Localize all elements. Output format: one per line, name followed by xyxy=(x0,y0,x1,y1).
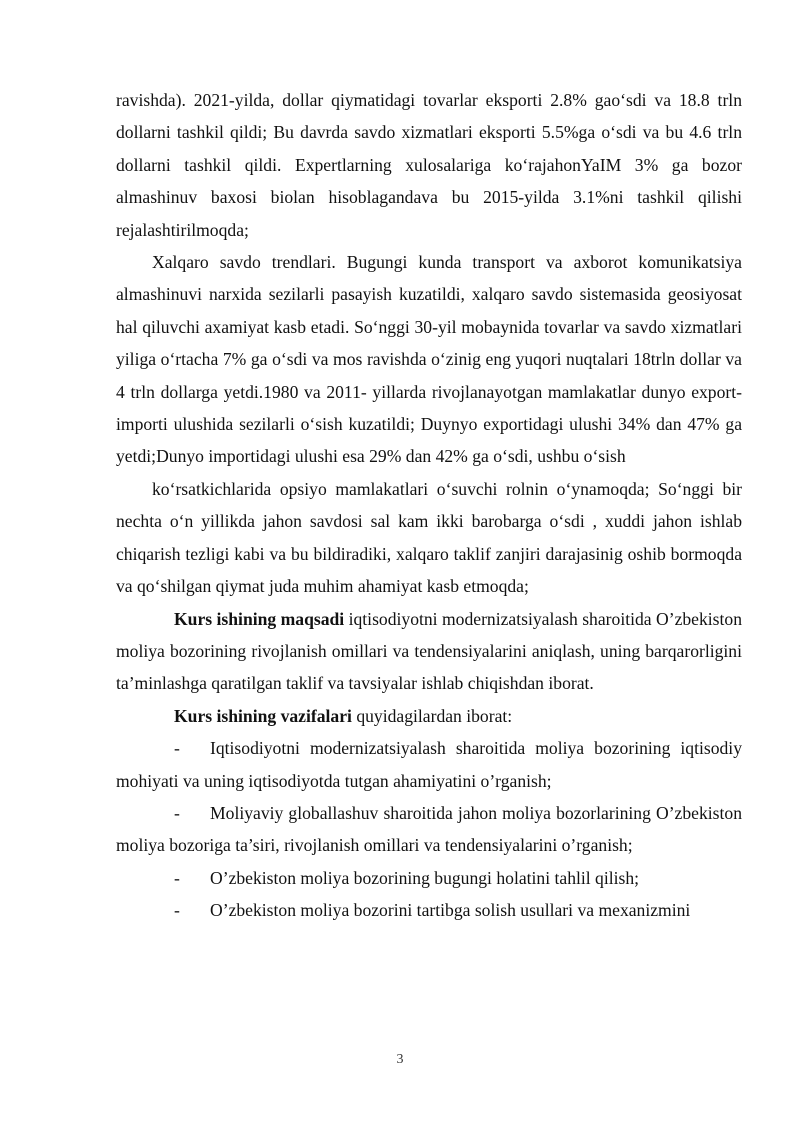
list-item-text: O’zbekiston moliya bozorining bugungi holatini tahlil qilish; xyxy=(210,867,640,888)
list-dash: - xyxy=(174,802,180,823)
course-goal-text: iqtisodiyotni modernizatsiyalash sharoitida O’zbekiston moliya bozorining rivojlanish omillari va tendensiyalarini aniqlash, uning barqarorligini ta’minlashga qaratilgan taklif va tavsiyalar ishlab chiqishdan iborat. xyxy=(116,608,743,694)
paragraph-export-statistics: ravishda). 2021-yilda, dollar qiymatidagi tovarlar eksporti 2.8% gao‘sdi va 18.8 trln dollarni tashkil qildi; Bu davrda savdo xizmatlari eksporti 5.5%ga o‘sdi va bu 4.6 trln dollarni tashkil qildi. Expertlarning xulosalariga ko‘rajahonYaIM 3% ga bozor almashinuv baxosi biolan hisoblagandava bu 2015-yilda 3.1%ni tashkil qilishi rejalashtirilmoqda; xyxy=(116,90,742,240)
list-item-text: Moliyaviy globallashuv sharoitida jahon moliya bozorlarining O’zbekiston moliya bozoriga ta’siri, rivojlanish omillari va tendensiyalarini o’rganish; xyxy=(116,802,742,856)
list-dash: - xyxy=(174,900,180,921)
page-number: 3 xyxy=(396,1052,404,1067)
list-dash: - xyxy=(174,738,180,759)
course-tasks-text: quyidagilardan iborat: xyxy=(351,705,513,726)
paragraph-course-goal xyxy=(116,603,742,700)
paragraph-value-chain xyxy=(116,473,742,603)
list-item-text: O’zbekiston moliya bozorini tartibga solish usullari va mexanizmini xyxy=(210,900,691,921)
list-item xyxy=(116,862,742,894)
list-item xyxy=(116,732,742,797)
paragraph-course-tasks xyxy=(116,700,742,732)
list-dash: - xyxy=(174,867,180,888)
course-goal-heading: Kurs ishining maqsadi xyxy=(174,608,345,629)
course-tasks-heading: Kurs ishining vazifalari xyxy=(174,705,352,726)
paragraph-value-chain-text: ko‘rsatkichlarida opsiyo mamlakatlari o‘suvchi rolnin o‘ynamoqda; So‘nggi bir nechta o‘n yillikda jahon savdosi sal kam ikki barobarga o‘sdi , xuddi jahon ishlab chiqarish tezligi kabi va bu bildiradiki, xalqaro taklif zanjiri darajasinig oshib bormoqda va qo‘shilgan qiymat juda muhim ahamiyat kasb etmoqda; xyxy=(116,478,742,597)
list-item xyxy=(116,797,742,862)
paragraph-trade-trends: Xalqaro savdo trendlari. Bugungi kunda transport va axborot komunikatsiya almashinuvi narxida sezilarli pasayish kuzatildi, xalqaro savdo sistemasida geosiyosat hal qiluvchi axamiyat kasb etadi. So‘nggi 30-yil mobaynida tovarlar va savdo xizmatlari yiliga o‘rtacha 7% ga o‘sdi va mos ravishda o‘zinig eng yuqori nuqtalari 18trln dollar va 4 trln dollarga yetdi.1980 va 2011- yillarda rivojlanayotgan mamlakatlar dunyo export-importi ulushida sezilarli o‘sish kuzatildi; Duynyo exportidagi ulushi 34% dan 47% ga yetdi;Dunyo importidagi ulushi esa 29% dan 42% ga o‘sdi, ushbu o‘sish xyxy=(116,252,742,467)
task-list xyxy=(116,732,742,926)
list-item-text: Iqtisodiyotni modernizatsiyalash sharoitida moliya bozorining iqtisodiy mohiyati va uning iqtisodiyotda tutgan ahamiyatini o’rganish; xyxy=(116,738,742,791)
list-item xyxy=(116,894,742,926)
